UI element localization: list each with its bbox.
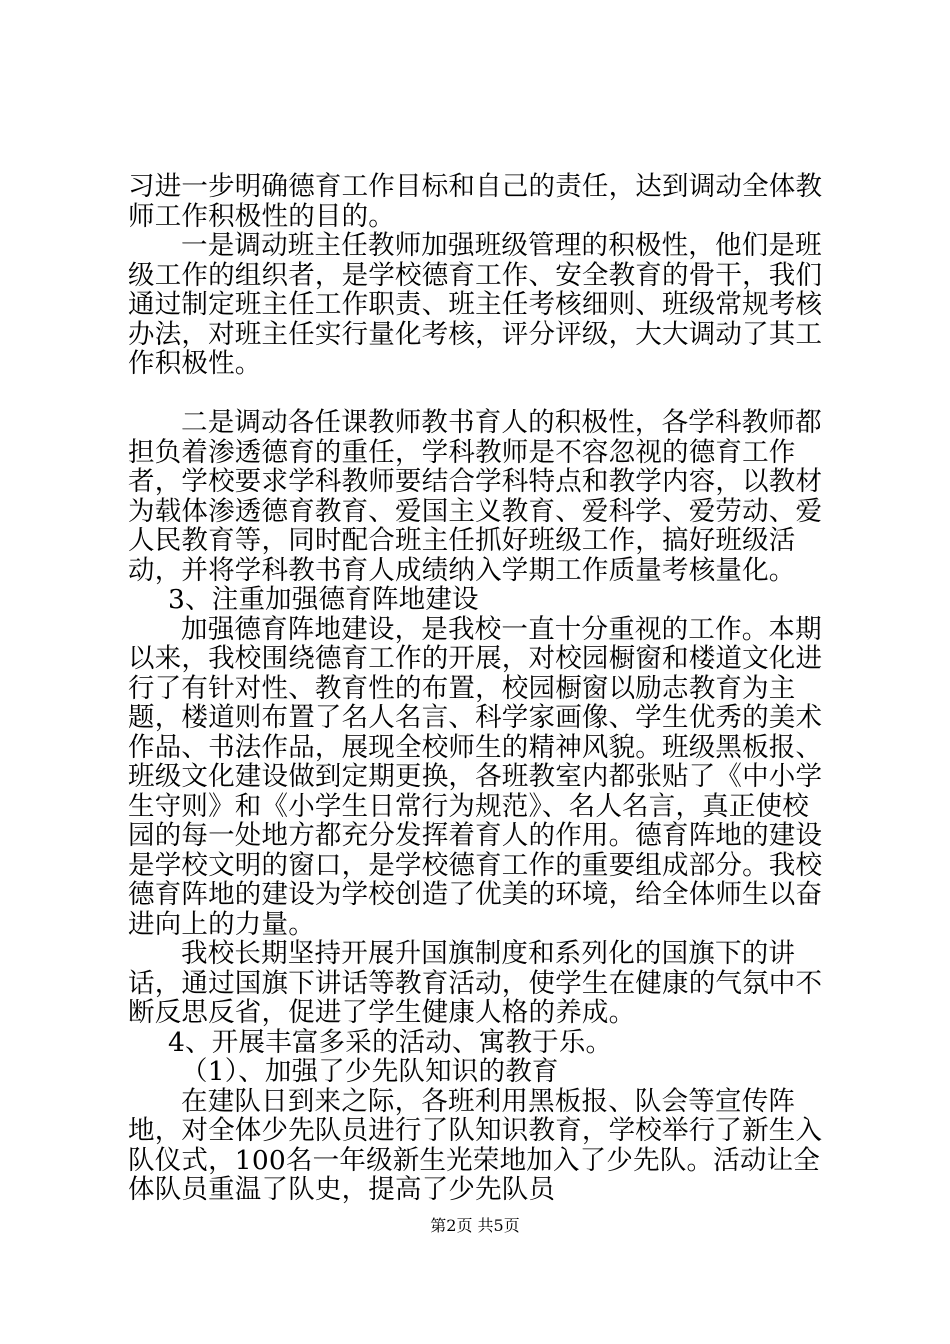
- paragraph-continuation: 习进一步明确德育工作目标和自己的责任，达到调动全体教师工作积极性的目的。: [128, 171, 823, 232]
- sub-heading-1: （1）、加强了少先队知识的教育: [181, 1056, 559, 1087]
- document-body: [128, 172, 828, 1205]
- section-heading-4: 4、开展丰富多采的活动、寓教于乐。: [168, 1026, 613, 1058]
- paragraph-moral-base: 加强德育阵地建设，是我校一直十分重视的工作。本期以来，我校围绕德育工作的开展，对校园橱窗和楼道文化进行了有针对性、教育性的布置，校园橱窗以励志教育为主题，楼道则布置了名人名言、科学家画像、学生优秀的美术作品、书法作品，展现全校师生的精神风貌。班级黑板报、班级文化建设做到定期更换，各班教室内都张贴了《中小学生守则》和《小学生日常行为规范》、名人名言，真正使校园的每一处地方都充分发挥着育人的作用。德育阵地的建设是学校文明的窗口，是学校德育工作的重要组成部分。我校德育阵地的建设为学校创造了优美的环境，给全体师生以奋进向上的力量。: [128, 613, 823, 940]
- paragraph-spacer: [128, 379, 828, 409]
- paragraph-young-pioneers: 在建队日到来之际，各班利用黑板报、队会等宣传阵地，对全体少先队员进行了队知识教育，学校举行了新生入队仪式，100名一年级新生光荣地加入了少先队。活动让全体队员重温了队史，提高了少先队员: [128, 1085, 823, 1205]
- section-heading-3: 3、注重加强德育阵地建设: [168, 584, 479, 615]
- paragraph-class-teacher: 一是调动班主任教师加强班级管理的积极性，他们是班级工作的组织者，是学校德育工作、安全教育的骨干，我们通过制定班主任工作职责、班主任考核细则、班级常规考核办法，对班主任实行量化考核，评分评级，大大调动了其工作积极性。: [128, 230, 823, 379]
- page-footer: 第2页 共5页: [430, 1216, 520, 1235]
- paragraph-subject-teacher: 二是调动各任课教师教书育人的积极性，各学科教师都担负着渗透德育的重任，学科教师是不容忽视的德育工作者，学校要求学科教师要结合学科特点和教学内容，以教材为载体渗透德育教育、爱国主义教育、爱科学、爱劳动、爱人民教育等，同时配合班主任抓好班级工作，搞好班级活动，并将学科教书育人成绩纳入学期工作质量考核量化。: [128, 407, 823, 586]
- paragraph-flag-raising: 我校长期坚持开展升国旗制度和系列化的国旗下的讲话，通过国旗下讲话等教育活动，使学生在健康的气氛中不断反思反省，促进了学生健康人格的养成。: [128, 938, 823, 1028]
